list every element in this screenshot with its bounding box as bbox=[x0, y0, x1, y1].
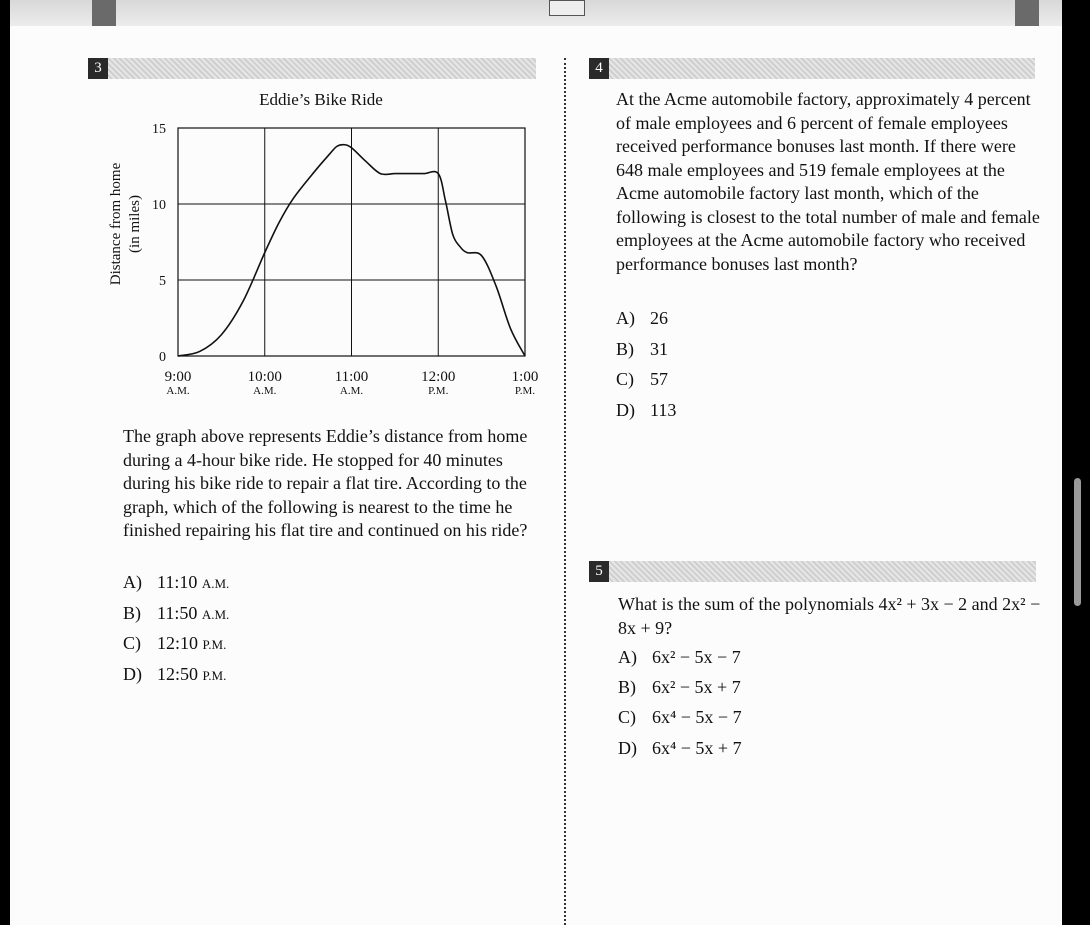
option-letter: B) bbox=[123, 603, 141, 623]
q4-option-b[interactable] bbox=[616, 338, 668, 360]
barcode-mark bbox=[549, 0, 585, 16]
option-letter: B) bbox=[618, 677, 636, 697]
x-tick-labels bbox=[165, 369, 539, 397]
q4-option-c[interactable] bbox=[616, 368, 668, 390]
option-value: 6x² − 5x − 7 bbox=[652, 647, 741, 667]
x-tick-period: P.M. bbox=[428, 385, 449, 397]
option-value: 12:50 bbox=[157, 664, 199, 684]
option-letter: A) bbox=[616, 308, 635, 328]
option-letter: D) bbox=[123, 664, 142, 684]
q3-option-a[interactable] bbox=[123, 571, 229, 595]
document-page bbox=[10, 0, 1062, 925]
option-letter: C) bbox=[123, 633, 141, 653]
option-letter: A) bbox=[123, 572, 142, 592]
x-tick-period: P.M. bbox=[514, 385, 536, 397]
x-tick-time: 9:00 bbox=[164, 369, 192, 385]
q5-polynomial-2: 2x² − 8x + 9 bbox=[618, 594, 1041, 638]
q5-joiner: and bbox=[971, 594, 998, 614]
q4-option-d[interactable] bbox=[616, 399, 676, 421]
x-tick-period: A.M. bbox=[166, 385, 190, 397]
x-tick-time: 12:00 bbox=[421, 369, 456, 385]
q5-header-bar bbox=[589, 561, 1036, 582]
q5-question-suffix: ? bbox=[664, 617, 673, 638]
y-tick-label: 15 bbox=[152, 122, 166, 137]
q4-option-a[interactable] bbox=[616, 307, 668, 329]
q5-question-prefix: What is the sum of the polynomials bbox=[618, 594, 874, 614]
option-letter: D) bbox=[616, 400, 635, 420]
option-value: 31 bbox=[650, 339, 668, 359]
option-value: 11:10 bbox=[157, 572, 198, 592]
q3-number: 3 bbox=[88, 58, 108, 79]
q5-polynomial-1: 4x² + 3x − 2 bbox=[878, 594, 968, 614]
y-tick-label: 0 bbox=[159, 350, 166, 365]
corner-mark-left bbox=[92, 0, 116, 26]
y-tick-label: 10 bbox=[152, 198, 166, 213]
top-margin-strip bbox=[10, 0, 1062, 26]
option-value: 12:10 bbox=[157, 633, 199, 653]
option-suffix: P.M. bbox=[202, 668, 227, 683]
bike-ride-chart bbox=[94, 82, 544, 402]
q3-question: The graph above represents Eddie’s distance from home during a 4-hour bike ride. He stopped for 40 minutes during his bike ride to repair a flat tire. According to the graph, which of the following is nearest to the time he finished repairing his flat tire and continued on his ride? bbox=[123, 426, 528, 540]
q3-header-bar bbox=[88, 58, 536, 79]
option-value: 113 bbox=[650, 400, 677, 420]
y-tick-label: 5 bbox=[159, 274, 166, 289]
column-divider bbox=[564, 58, 566, 925]
q4-number: 4 bbox=[589, 58, 609, 79]
option-value: 57 bbox=[650, 369, 668, 389]
option-value: 26 bbox=[650, 308, 668, 328]
option-value: 11:50 bbox=[157, 603, 198, 623]
y-axis-label: Distance from home bbox=[108, 162, 124, 286]
option-letter: C) bbox=[616, 369, 634, 389]
option-value: 6x⁴ − 5x + 7 bbox=[652, 738, 742, 758]
corner-mark-right bbox=[1015, 0, 1039, 26]
option-value: 6x² − 5x + 7 bbox=[652, 677, 741, 697]
x-tick-period: A.M. bbox=[253, 385, 277, 397]
option-letter: D) bbox=[618, 738, 637, 758]
y-tick-labels bbox=[152, 122, 166, 365]
option-value: 6x⁴ − 5x − 7 bbox=[652, 707, 742, 727]
scrollbar-thumb[interactable] bbox=[1074, 478, 1081, 606]
x-tick-time: 10:00 bbox=[247, 369, 282, 385]
chart-grid bbox=[178, 128, 525, 356]
option-letter: C) bbox=[618, 707, 636, 727]
q5-option-a[interactable] bbox=[618, 646, 741, 668]
x-tick-period: A.M. bbox=[339, 385, 364, 397]
x-tick-time: 1:00 bbox=[511, 369, 539, 385]
q5-option-d[interactable] bbox=[618, 737, 742, 759]
q3-option-b[interactable] bbox=[123, 602, 229, 626]
y-axis-units: (in miles) bbox=[127, 195, 143, 253]
q5-number: 5 bbox=[589, 561, 609, 582]
q3-option-d[interactable] bbox=[123, 663, 226, 687]
chart-title: Eddie’s Bike Ride bbox=[259, 90, 383, 109]
option-suffix: P.M. bbox=[202, 637, 227, 652]
q3-option-c[interactable] bbox=[123, 632, 226, 656]
q4-question: At the Acme automobile factory, approximately 4 percent of male employees and 6 percent of female employees received performance bonuses last month. If there were 648 male employees and 519 female employees at the Acme automobile factory last month, which of the following is closest to the total number of male and female employees at the Acme automobile factory who received performance bonuses last month? bbox=[616, 89, 1040, 274]
option-suffix: A.M. bbox=[201, 576, 230, 591]
x-tick-time: 11:00 bbox=[334, 369, 369, 385]
q4-header-bar bbox=[589, 58, 1035, 79]
q5-question bbox=[618, 593, 1043, 640]
q5-option-b[interactable] bbox=[618, 676, 741, 698]
option-suffix: A.M. bbox=[201, 607, 230, 622]
option-letter: B) bbox=[616, 339, 634, 359]
q5-option-c[interactable] bbox=[618, 706, 742, 728]
option-letter: A) bbox=[618, 647, 637, 667]
